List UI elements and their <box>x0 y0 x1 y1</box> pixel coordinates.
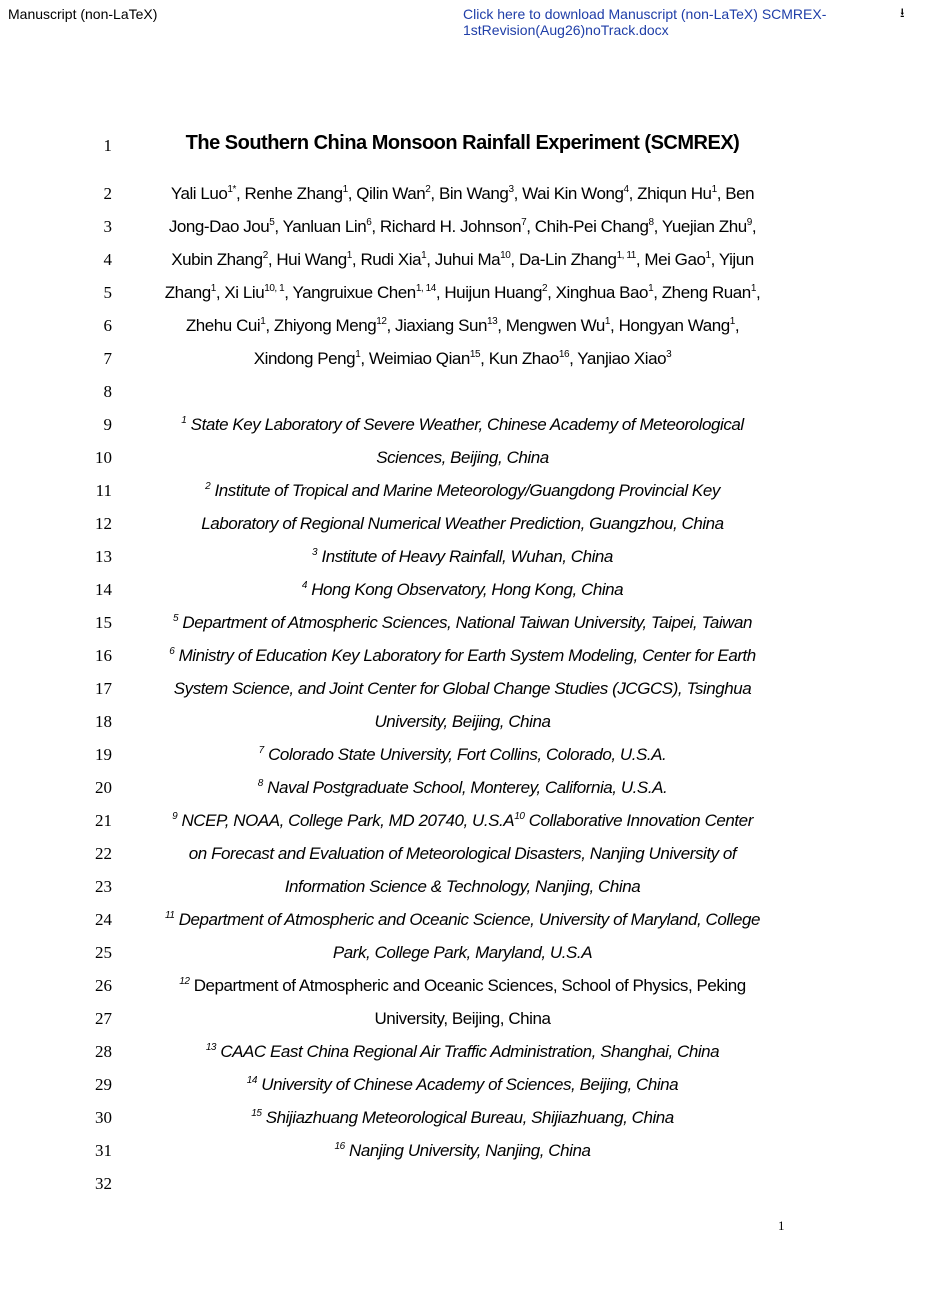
line-2 <box>0 178 925 211</box>
line-18 <box>0 706 925 739</box>
affiliation: on Forecast and Evaluation of Meteorological Disasters, Nanjing University of <box>188 844 737 863</box>
line-number: 24 <box>95 910 112 929</box>
line-number: 29 <box>95 1075 112 1094</box>
author-list: Zhehu Cui$^1$, Zhiyong Meng$^{12}$, Jiaxiang Sun$^{13}$, Mengwen Wu$^1$, Hongyan Wang$^1$, <box>185 316 740 335</box>
line-number: 3 <box>103 217 112 236</box>
line-number: 25 <box>95 943 112 962</box>
line-number: 23 <box>95 877 112 896</box>
manuscript-type-label: Manuscript (non-LaTeX) <box>8 6 158 22</box>
affiliation: Laboratory of Regional Numerical Weather Prediction, Guangzhou, China <box>201 514 724 533</box>
line-number: 5 <box>103 283 112 302</box>
author-list: Jong-Dao Jou$^5$, Yanluan Lin$^6$, Richard H. Johnson$^7$, Chih-Pei Chang$^8$, Yuejian Zhu$^9$, <box>168 217 757 236</box>
line-21 <box>0 805 925 838</box>
line-8 <box>0 376 925 409</box>
line-14 <box>0 574 925 607</box>
affiliation: $^8$ Naval Postgraduate School, Monterey, California, U.S.A. <box>257 778 668 797</box>
affiliation: $^7$ Colorado State University, Fort Collins, Colorado, U.S.A. <box>258 745 667 764</box>
line-number: 31 <box>95 1141 112 1160</box>
affiliation: $^{14}$ University of Chinese Academy of Sciences, Beijing, China <box>246 1075 679 1094</box>
line-number: 10 <box>95 448 112 467</box>
line-number: 21 <box>95 811 112 830</box>
affiliation: $^3$ Institute of Heavy Rainfall, Wuhan, China <box>312 547 613 566</box>
line-12 <box>0 508 925 541</box>
line-number: 6 <box>103 316 112 335</box>
line-13 <box>0 541 925 574</box>
line-number: 19 <box>95 745 112 764</box>
line-number: 17 <box>95 679 112 698</box>
line-number: 15 <box>95 613 112 632</box>
line-28 <box>0 1036 925 1069</box>
affiliation: University, Beijing, China <box>374 1009 551 1028</box>
download-manuscript-link[interactable]: Click here to download Manuscript (non-LaTeX) SCMREX-1stRevision(Aug26)noTrack.docx <box>463 6 827 38</box>
affiliation: $^5$ Department of Atmospheric Sciences, National Taiwan University, Taipei, Taiwan <box>172 613 753 632</box>
affiliation: Park, College Park, Maryland, U.S.A <box>332 943 593 962</box>
affiliation: $^{11}$ Department of Atmospheric and Oceanic Science, University of Maryland, College <box>164 910 761 929</box>
affiliation: $^9$ NCEP, NOAA, College Park, MD 20740, $U.S.A^{10}$ Collaborative Innovation Center <box>172 811 753 830</box>
affiliation: $^{12}$ Department of Atmospheric and Oceanic Sciences, School of Physics, Peking <box>179 976 746 995</box>
line-25 <box>0 937 925 970</box>
line-26 <box>0 970 925 1003</box>
line-29 <box>0 1069 925 1102</box>
line-7 <box>0 343 925 376</box>
line-15 <box>0 607 925 640</box>
affiliation: $^{15}$ Shijiazhuang Meteorological Bureau, Shijiazhuang, China <box>251 1108 674 1127</box>
line-20 <box>0 772 925 805</box>
line-number: 30 <box>95 1108 112 1127</box>
line-1 <box>0 130 925 163</box>
line-11 <box>0 475 925 508</box>
affiliation: $^4$ Hong Kong Observatory, Hong Kong, China <box>301 580 624 599</box>
download-icon[interactable]: ⭳ <box>900 5 905 20</box>
affiliation: $^{13}$ CAAC East China Regional Air Traffic Administration, Shanghai, China <box>205 1042 720 1061</box>
line-9 <box>0 409 925 442</box>
page-number: 1 <box>778 1218 785 1233</box>
line-3 <box>0 211 925 244</box>
line-number: 9 <box>103 415 112 434</box>
line-16 <box>0 640 925 673</box>
line-number: 4 <box>103 250 112 269</box>
line-number: 27 <box>95 1009 112 1028</box>
line-22 <box>0 838 925 871</box>
affiliation: $^1$ State Key Laboratory of Severe Weather, Chinese Academy of Meteorological <box>181 415 744 434</box>
line-5 <box>0 277 925 310</box>
author-list: Xubin Zhang$^2$, Hui Wang$^1$, Rudi Xia$^1$, Juhui Ma$^{10}$, Da-Lin Zhang$^{1, 11}$, Mei Gao$^1$, Yijun <box>171 250 754 269</box>
affiliation: System Science, and Joint Center for Global Change Studies (JCGCS), Tsinghua <box>173 679 752 698</box>
line-number: 18 <box>95 712 112 731</box>
line-number: 28 <box>95 1042 112 1061</box>
line-32 <box>0 1168 925 1201</box>
line-number: 16 <box>95 646 112 665</box>
affiliation: $^6$ Ministry of Education Key Laboratory for Earth System Modeling, Center for Earth <box>169 646 756 665</box>
line-6 <box>0 310 925 343</box>
line-number: 2 <box>103 184 112 203</box>
affiliation: Sciences, Beijing, China <box>376 448 549 467</box>
line-24 <box>0 904 925 937</box>
line-30 <box>0 1102 925 1135</box>
line-10 <box>0 442 925 475</box>
line-number: 22 <box>95 844 112 863</box>
line-4 <box>0 244 925 277</box>
line-17 <box>0 673 925 706</box>
line-number: 32 <box>95 1174 112 1193</box>
author-list: Yali Luo$^{1*}$, Renhe Zhang$^1$, Qilin Wan$^2$, Bin Wang$^3$, Wai Kin Wong$^4$, Zhiqun Hu$^1$, Ben <box>170 184 755 203</box>
affiliation: $^2$ Institute of Tropical and Marine Meteorology/Guangdong Provincial Key <box>205 481 720 500</box>
affiliation: University, Beijing, China <box>374 712 551 731</box>
line-number: 13 <box>95 547 112 566</box>
affiliation: $^{16}$ Nanjing University, Nanjing, China <box>334 1141 591 1160</box>
author-list: Zhang$^1$, Xi Liu$^{10, 1}$, Yangruixue Chen$^{1, 14}$, Huijun Huang$^2$, Xinghua Bao$^1$, Zheng Ruan$^1$, <box>164 283 761 302</box>
line-number: 1 <box>103 136 112 155</box>
line-19 <box>0 739 925 772</box>
line-number: 26 <box>95 976 112 995</box>
line-23 <box>0 871 925 904</box>
line-31 <box>0 1135 925 1168</box>
author-list: Xindong Peng$^1$, Weimiao Qian$^{15}$, Kun Zhao$^{16}$, Yanjiao Xiao$^3$ <box>253 349 672 368</box>
line-27 <box>0 1003 925 1036</box>
paper-title: The Southern China Monsoon Rainfall Experiment (SCMREX) <box>185 132 740 154</box>
line-number: 8 <box>103 382 112 401</box>
line-number: 20 <box>95 778 112 797</box>
line-number: 11 <box>95 481 112 500</box>
line-number: 7 <box>103 349 112 368</box>
line-number: 12 <box>95 514 112 533</box>
line-number: 14 <box>95 580 112 599</box>
affiliation: Information Science & Technology, Nanjing, China <box>284 877 641 896</box>
